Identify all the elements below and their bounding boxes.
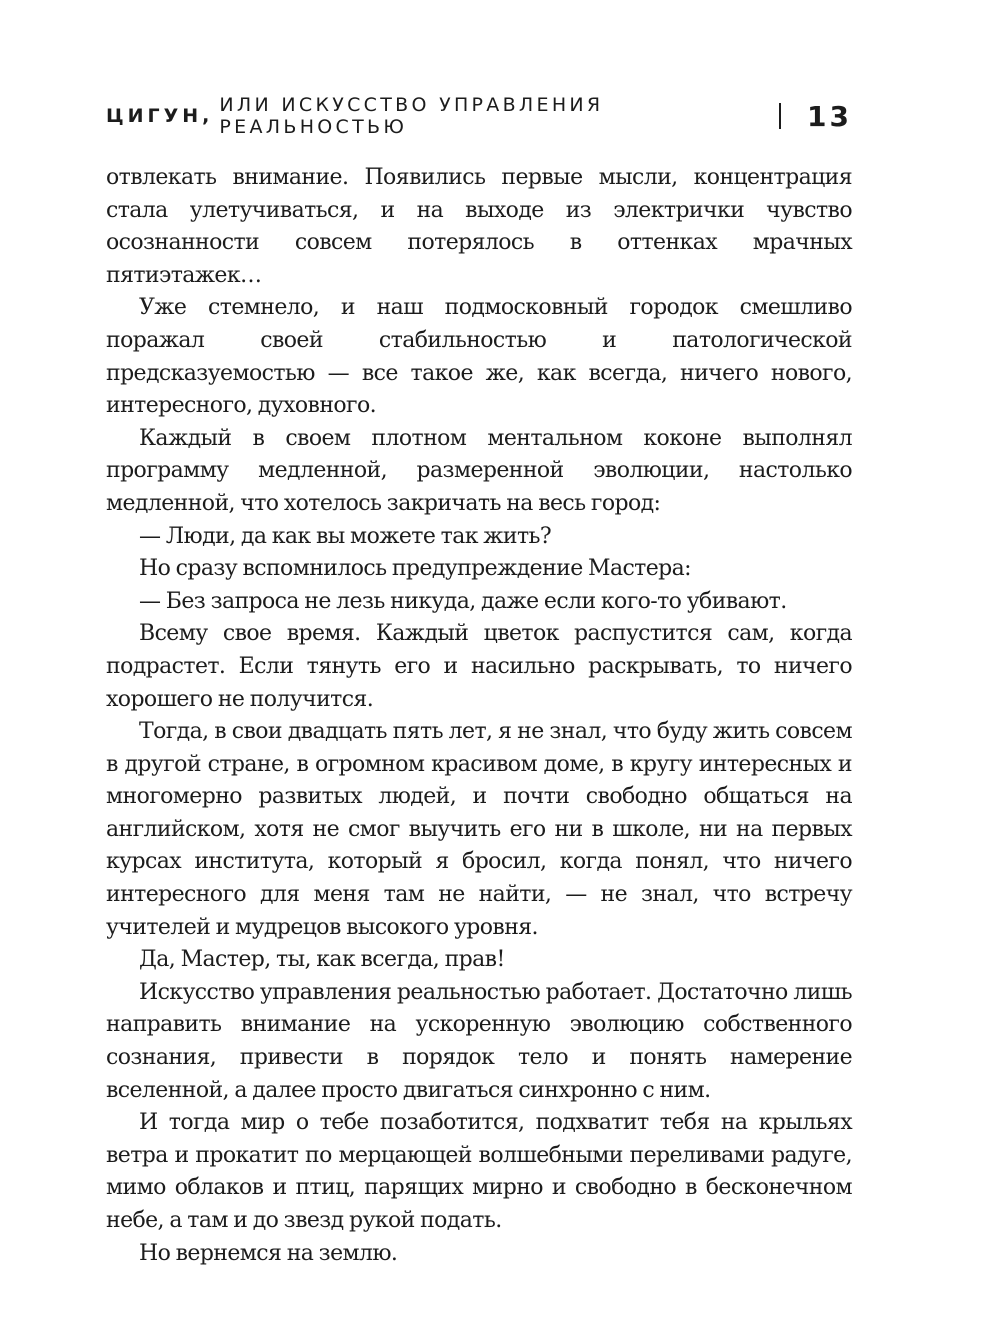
paragraph: отвлекать внимание. Появились первые мысли, концентрация стала улетучиваться, и на выходе из электрички чувство осознанности совсем потерялось в оттенках мрачных пятиэтажек… [106, 165, 852, 288]
running-head-subtitle: ИЛИ ИСКУССТВО УПРАВЛЕНИЯ РЕАЛЬНОСТЬЮ [219, 94, 604, 138]
paragraph: Всему свое время. Каждый цветок распустится сам, когда подрастет. Если тянуть его и насильно раскрывать, то ничего хорошего не получится. [106, 621, 852, 712]
paragraph: Уже стемнело, и наш подмосковный городок смешливо поражал своей стабильностью и патологической предсказуемостью — все такое же, как всегда, ничего нового, интересного, духовного. [106, 295, 852, 419]
paragraph: Да, Мастер, ты, как всегда, прав! [139, 947, 505, 973]
page-number: 13 [807, 99, 852, 133]
running-head [106, 96, 852, 136]
paragraph: Искусство управления реальностью работает. Достаточно лишь направить внимание на ускоренную эволюцию собственного сознания, привести в порядок тело и понять намерение вселенной, а далее просто двигаться синхронно с ним. [106, 979, 852, 1103]
body-text [106, 162, 852, 1270]
paragraph: Тогда, в свои двадцать пять лет, я не знал, что буду жить совсем в другой стране, в огромном красивом доме, в кругу интересных и многомерно развитых людей, и почти свободно общаться на английском, хотя не смог выучить его ни в школе, ни на первых курсах института, который я бросил, когда понял, что ничего интересного для меня там не найти, — не знал, что встречу учителей и мудрецов высокого уровня. [106, 719, 852, 940]
running-head-divider [779, 103, 781, 129]
running-head-book-title: ЦИГУН, [106, 105, 214, 127]
dialogue-line: — Без запроса не лезь никуда, даже если кого-то убивают. [139, 588, 787, 614]
paragraph: Каждый в своем плотном ментальном коконе выполнял программу медленной, размеренной эволюции, настолько медленной, что хотелось закричать на весь город: [106, 425, 852, 516]
paragraph: И тогда мир о тебе позаботится, подхватит тебя на крыльях ветра и прокатит по мерцающей волшебными переливами радуге, мимо облаков и птиц, парящих мирно и свободно в бесконечном небе, а там и до звезд рукой подать. [106, 1110, 852, 1233]
paragraph: Но вернемся на землю. [139, 1240, 398, 1266]
paragraph: Но сразу вспомнилось предупреждение Мастера: [139, 556, 691, 582]
dialogue-line: — Люди, да как вы можете так жить? [139, 523, 552, 549]
